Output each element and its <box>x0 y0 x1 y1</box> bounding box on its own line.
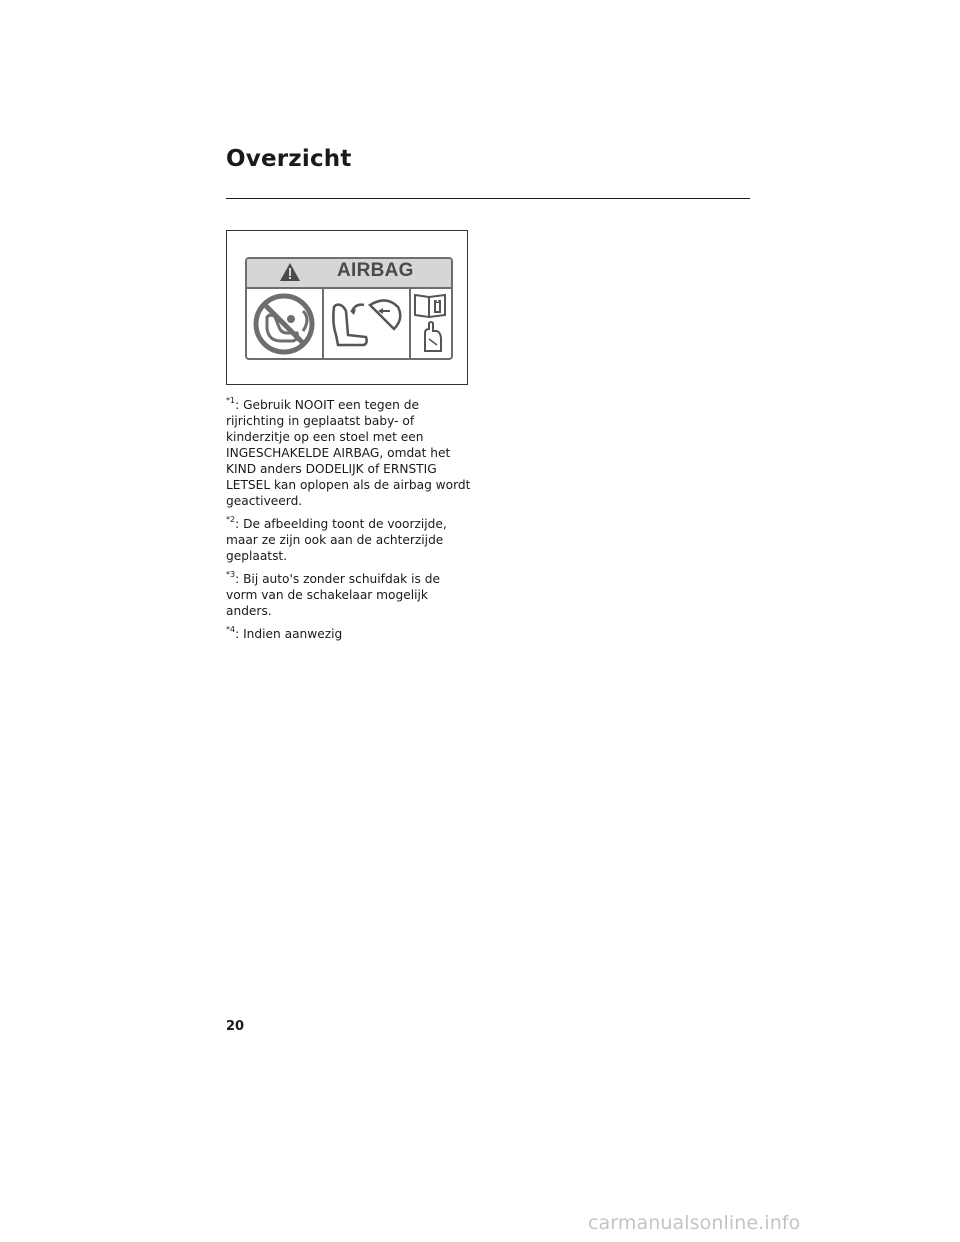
no-rear-facing-child-seat-icon <box>247 289 324 358</box>
warning-triangle-icon <box>279 262 301 286</box>
title-divider <box>226 198 750 199</box>
footnote: $^{*2}$: De afbeelding toont de voorzijde, maar ze zijn ook aan de achterzijde geplaatst. <box>226 514 447 563</box>
manual-info-icon <box>411 289 451 358</box>
label-title: AIRBAG <box>337 260 414 281</box>
footnote: $^{*1}$: Gebruik NOOIT een tegen de rijrichting in geplaatst baby- of kinderzitje op een stoel met een INGESCHAKELDE AIRBAG, omdat het KIND anders DODELIJK of ERNSTIG LETSEL kan oplopen als de airbag wordt geactiveerd. <box>226 395 471 508</box>
watermark: carmanualsonline.info <box>588 1212 801 1234</box>
seat-airbag-icon <box>324 289 411 358</box>
footnote: $^{*3}$: Bij auto's zonder schuifdak is de vorm van de schakelaar mogelijk anders. <box>226 569 440 618</box>
airbag-label-figure <box>226 230 468 385</box>
airbag-warning-label <box>245 257 453 360</box>
page-title: Overzicht <box>226 146 352 172</box>
footnotes <box>226 397 474 649</box>
page-number: 20 <box>226 1019 245 1034</box>
footnote: $^{*4}$: Indien aanwezig <box>226 624 343 641</box>
label-header <box>247 259 451 289</box>
